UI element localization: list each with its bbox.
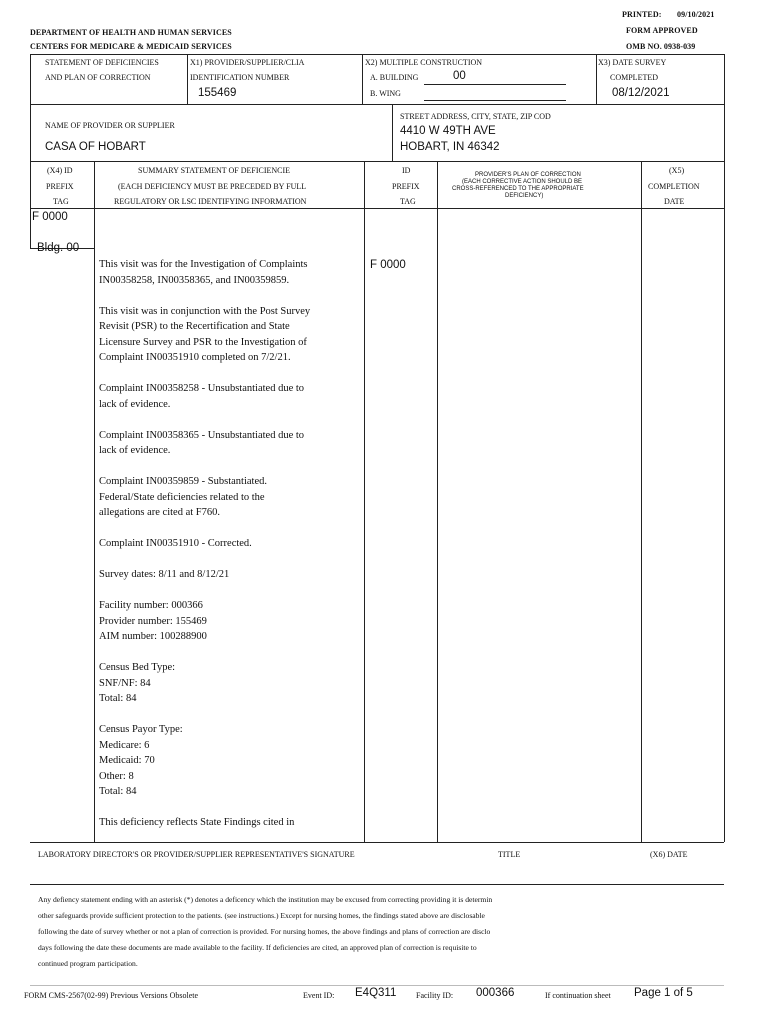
building-value: 00 [453, 70, 466, 82]
wing-underline [424, 100, 566, 101]
summary-line: Census Payor Type: [99, 724, 183, 735]
department-name: DEPARTMENT OF HEALTH AND HUMAN SERVICES [30, 28, 232, 37]
summary-header-3: REGULATORY OR LSC IDENTIFYING INFORMATION [114, 197, 307, 206]
summary-paragraph [99, 567, 310, 583]
summary-line: Medicaid: 70 [99, 755, 155, 766]
summary-line: SNF/NF: 84 [99, 677, 151, 689]
summary-line: This visit was for the Investigation of Complaints [99, 259, 308, 270]
x4-header: (X4) ID [47, 166, 73, 175]
provider-id-label-2: IDENTIFICATION NUMBER [190, 73, 290, 82]
summary-line: Census Bed Type: [99, 662, 176, 673]
summary-line: Licensure Survey and PSR to the Investigation of [99, 336, 307, 348]
provider-id-value: 155469 [198, 87, 237, 99]
agency-name: CENTERS FOR MEDICARE & MEDICAID SERVICES [30, 42, 232, 51]
summary-line: Complaint IN00351910 - Corrected. [99, 538, 252, 549]
omb-number: OMB NO. 0938-039 [626, 42, 696, 51]
disclaimer-line: days following the date these documents are made available to the facility. If deficiencies are cited, an approved plan of correction is requisite to [38, 943, 477, 952]
summary-line: Facility number: 000366 [99, 600, 203, 611]
x5-header-3: DATE [664, 197, 685, 206]
cell-divider [392, 104, 393, 161]
building-underline [424, 84, 566, 85]
x5-header: (X5) [669, 166, 685, 175]
signature-label: LABORATORY DIRECTOR'S OR PROVIDER/SUPPLIER REPRESENTATIVE'S SIGNATURE [38, 850, 355, 859]
header-bottom-line [30, 208, 724, 209]
cell-divider [187, 54, 188, 104]
x6-date-label: (X6) DATE [650, 850, 688, 859]
provider-id-label: X1) PROVIDER/SUPPLIER/CLIA [190, 58, 305, 67]
completed-label: COMPLETED [610, 73, 658, 82]
summary-paragraph [99, 660, 310, 707]
title-label: TITLE [498, 850, 521, 859]
plan-header-2: (EACH CORRECTIVE ACTION SHOULD BE [462, 179, 583, 185]
plan-header-3: CROSS-REFERENCED TO THE APPROPRIATE [452, 186, 584, 192]
summary-line: Federal/State deficiencies related to the [99, 491, 265, 503]
summary-header: SUMMARY STATEMENT OF DEFICIENCIE [138, 166, 291, 175]
column-divider [94, 161, 95, 842]
summary-header-2: (EACH DEFICIENCY MUST BE PRECEDED BY FULL [118, 182, 307, 191]
facility-id-label: Facility ID: [416, 991, 454, 1000]
form-approved: FORM APPROVED [626, 26, 698, 35]
top-table-bottom [30, 161, 724, 162]
summary-paragraph [99, 381, 310, 412]
summary-paragraph [99, 428, 310, 459]
address-label: STREET ADDRESS, CITY, STATE, ZIP COD [400, 112, 551, 121]
x4-header-2: PREFIX [46, 182, 74, 191]
top-table-border [30, 54, 724, 55]
provider-name-label: NAME OF PROVIDER OR SUPPLIER [45, 121, 175, 130]
summary-line: Total: 84 [99, 786, 137, 797]
summary-paragraph [99, 815, 310, 831]
summary-paragraph [99, 722, 310, 800]
summary-line: This visit was in conjunction with the Post Survey [99, 305, 311, 317]
summary-line: Other: 8 [99, 770, 134, 782]
disclaimer-line: continued program participation. [38, 959, 138, 968]
summary-line: This deficiency reflects State Findings cited in [99, 817, 295, 828]
summary-line: lack of evidence. [99, 445, 171, 456]
summary-paragraph [99, 474, 310, 521]
deficiency-tag: F 0000 [32, 211, 68, 223]
summary-statement [99, 257, 310, 846]
summary-line: Complaint IN00358258 - Unsubstantiated due to [99, 383, 305, 394]
printed-date: 09/10/2021 [677, 10, 715, 19]
building-tag: Bldg. 00 [37, 242, 80, 254]
summary-line: Complaint IN00351910 completed on 7/2/21. [99, 352, 291, 363]
event-id-label: Event ID: [303, 991, 335, 1000]
summary-line: Complaint IN00359859 - Substantiated. [99, 476, 267, 487]
column-divider [641, 161, 642, 842]
summary-line: Provider number: 155469 [99, 615, 207, 627]
disclaimer-line: Any defiency statement ending with an asterisk (*) denotes a deficency which the institution may be excused from correcting providing it is determin [38, 895, 493, 904]
summary-paragraph [99, 304, 310, 366]
plan-header-4: DEFICIENCY) [505, 193, 544, 199]
summary-paragraph [99, 257, 310, 288]
disclaimer-text [38, 892, 492, 972]
survey-date-value: 08/12/2021 [612, 87, 670, 99]
address-line-1: 4410 W 49TH AVE [400, 125, 496, 137]
summary-paragraph [99, 598, 310, 645]
summary-line: Revisit (PSR) to the Recertification and State [99, 321, 290, 332]
id-header-2: PREFIX [392, 182, 420, 191]
date-survey-label: X3) DATE SURVEY [598, 58, 667, 67]
building-label: A. BUILDING [370, 73, 419, 82]
printed-label: PRINTED: [622, 10, 662, 19]
statement-label-2: AND PLAN OF CORRECTION [45, 73, 151, 82]
event-id-value: E4Q311 [355, 987, 397, 999]
summary-line: lack of evidence. [99, 398, 171, 410]
top-table-divider [30, 104, 724, 105]
column-divider [437, 161, 438, 842]
multiple-construction-label: X2) MULTIPLE CONSTRUCTION [365, 58, 483, 67]
form-label: FORM CMS-2567(02-99) Previous Versions Obsolete [24, 991, 199, 1000]
left-border [30, 54, 31, 248]
column-divider [364, 161, 365, 842]
summary-line: Survey dates: 8/11 and 8/12/21 [99, 569, 230, 580]
page-number: Page 1 of 5 [634, 987, 693, 999]
x5-header-2: COMPLETION [648, 182, 700, 191]
plan-prefix-tag: F 0000 [370, 259, 406, 271]
summary-line: Total: 84 [99, 693, 137, 704]
wing-label: B. WING [370, 89, 401, 98]
summary-paragraph [99, 536, 310, 552]
summary-line: allegations are cited at F760. [99, 507, 221, 518]
id-header: ID [402, 166, 411, 175]
summary-line: IN00358258, IN00358365, and IN00359859. [99, 274, 290, 286]
footer-line [30, 985, 724, 986]
disclaimer-line: other safeguards provide sufficient protection to the patients. (see instructions.) Except for nursing homes, the findings stated above are disclosable [38, 911, 485, 920]
address-line-2: HOBART, IN 46342 [400, 141, 500, 153]
statement-label: STATEMENT OF DEFICIENCIES [45, 58, 159, 67]
summary-line: Complaint IN00358365 - Unsubstantiated due to [99, 429, 305, 441]
x4-header-3: TAG [53, 197, 69, 206]
continuation-label: If continuation sheet [545, 991, 611, 1000]
signature-bottom-line [30, 884, 724, 885]
summary-line: Medicare: 6 [99, 739, 150, 751]
id-header-3: TAG [400, 197, 416, 206]
plan-header: PROVIDER'S PLAN OF CORRECTION [475, 172, 581, 178]
cell-divider [362, 54, 363, 104]
disclaimer-line: following the date of survey whether or not a plan of correction is provided. For nursing homes, the above findings and plans of correction are disclo [38, 927, 491, 936]
provider-name-value: CASA OF HOBART [45, 141, 146, 153]
summary-line: AIM number: 100288900 [99, 631, 207, 642]
right-border [724, 54, 725, 842]
cell-divider [596, 54, 597, 104]
signature-top-line [30, 842, 724, 843]
facility-id-value: 000366 [476, 987, 515, 999]
